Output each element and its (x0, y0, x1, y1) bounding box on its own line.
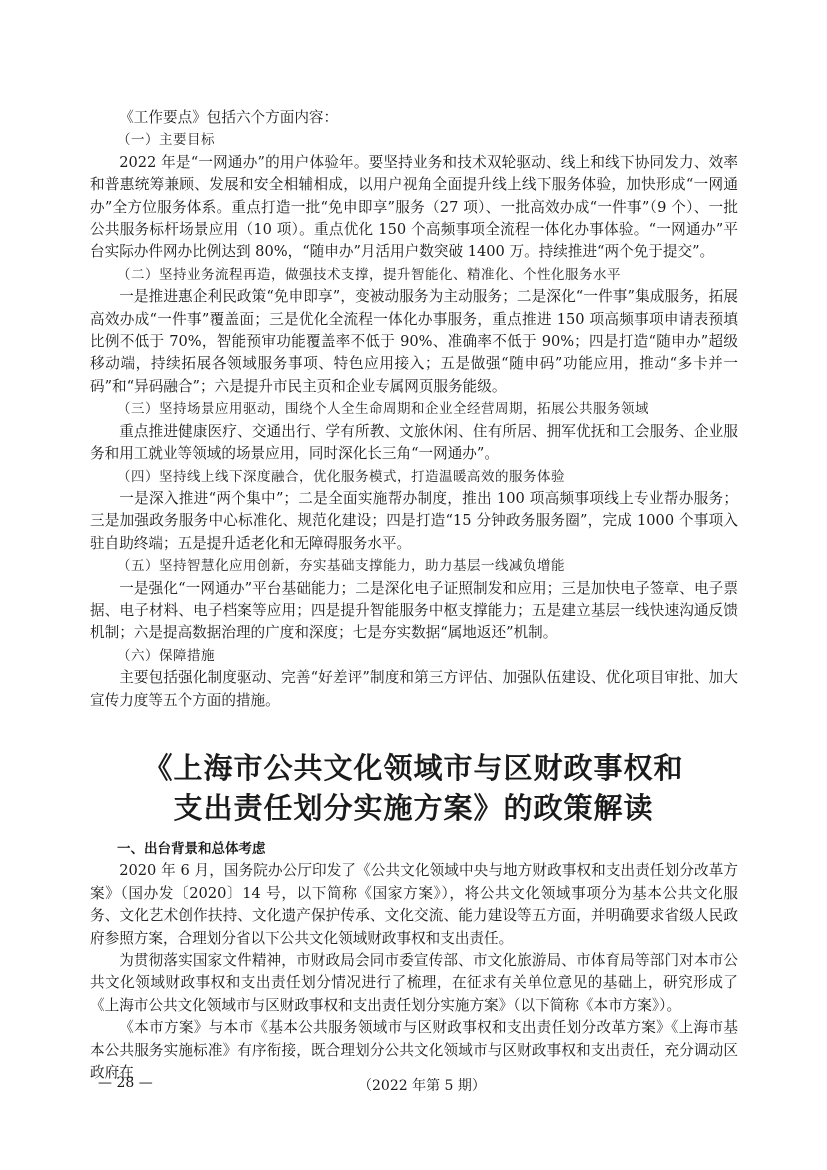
subheading-process: （二）坚持业务流程再造，做强技术支撑，提升智能化、精准化、个性化服务水平 (117, 266, 621, 283)
subheading-smart-innovation: （五）坚持智慧化应用创新，夯实基础支撑能力，助力基层一线减负增能 (117, 558, 565, 575)
body-paragraph: 2020 年 6 月，国务院办公厅印发了《公共文化领域中央与地方财政事权和支出责任划分改革方案》（国办发〔2020〕14 号，以下简称《国家方案》），将公共文化领域事项分为基本公共文化服务、文化艺术创作扶持、文化遗产保护传承、文化交流、能力建设等五方面，并明确要求省级人民政府参照方案，合理划分省以下公共文化领域财政事权和支出责任。 (90, 862, 738, 947)
body-paragraph: 为贯彻落实国家文件精神，市财政局会同市委宣传部、市文化旅游局、市体育局等部门对本市公共文化领域财政事权和支出责任划分情况进行了梳理，在征求有关单位意见的基础上，研究形成了《上海市公共文化领域市与区财政事权和支出责任划分实施方案》（以下简称《本市方案》）。 (90, 952, 738, 1014)
body-paragraph: 《本市方案》与本市《基本公共服务领域市与区财政事权和支出责任划分改革方案》《上海市基本公共服务实施标准》有序衔接，既合理划分公共文化领域市与区财政事权和支出责任，充分调动区政府在 (90, 1019, 738, 1082)
subheading-online-offline: （四）坚持线上线下深度融合，优化服务模式，打造温暖高效的服务体验 (117, 468, 565, 485)
body-paragraph: 一是强化“一网通办”平台基础能力；二是深化电子证照制发和应用；三是加快电子签章、电子票据、电子材料、电子档案等应用；四是提升智能服务中枢支撑能力；五是建立基层一线快速沟通反馈机制；六是提高数据治理的广度和深度；七是夯实数据“属地返还”机制。 (90, 579, 738, 642)
page-number: — 28 — (98, 1075, 153, 1091)
body-paragraph: 主要包括强化制度驱动、完善“好差评”制度和第三方评估、加强队伍建设、优化项目审批、加大宣传力度等五个方面的措施。 (90, 669, 738, 709)
intro-paragraph: 《工作要点》包括六个方面内容： (119, 109, 339, 126)
subheading-main-goals: （一）主要目标 (117, 132, 215, 149)
body-paragraph: 一是推进惠企利民政策“免申即享”，变被动服务为主动服务；二是深化“一件事”集成服务，拓展高效办成“一件事”覆盖面；三是优化全流程一体化办事服务，重点推进 150 项高频事项申请表预填比例不低于 70%，智能预审功能覆盖率不低于 90%、准确率不低于 90%；四是打造“随申办”超级移动端，持续拓展各领域服务事项、特色应用接入；五是做强“随申码”功能应用，推动“多卡并一码”和“异码融合”；六是提升市民主页和企业专属网页服务能级。 (90, 288, 738, 395)
subheading-safeguards: （六）保障措施 (117, 647, 215, 664)
article-title (0, 748, 827, 828)
subheading-scenarios: （三）坚持场景应用驱动，围绕个人全生命周期和企业全经营周期，拓展公共服务领域 (117, 401, 649, 418)
body-paragraph: 一是深入推进“两个集中”；二是全面实施帮办制度，推出 100 项高频事项线上专业帮办服务；三是加强政务服务中心标准化、规范化建设；四是打造“15 分钟政务服务圈”，完成 1000 个事项入驻自助终端；五是提升适老化和无障碍服务水平。 (90, 489, 738, 552)
section-heading: 一、出台背景和总体考虑 (117, 841, 266, 857)
issue-label: （2022 年第 5 期） (358, 1078, 486, 1094)
body-paragraph: 重点推进健康医疗、交通出行、学有所教、文旅休闲、住有所居、拥军优抚和工会服务、企业服务和用工就业等领域的场景应用，同时深化长三角“一网通办”。 (90, 422, 738, 463)
document-part-1 (90, 107, 738, 712)
article-title-line-2: 支出责任划分实施方案》的政策解读 (173, 791, 654, 825)
document-part-2 (90, 838, 738, 1084)
article-title-line-1: 《上海市公共文化领域市与区财政事权和 (143, 751, 684, 785)
body-paragraph: 2022 年是“一网通办”的用户体验年。要坚持业务和技术双轮驱动、线上和线下协同发力、效率和普惠统筹兼顾、发展和安全相辅相成，以用户视角全面提升线上线下服务体验，加快形成“一网通办”全方位服务体系。重点打造一批“免申即享”服务（27 项）、一批高效办成“一件事”（9 个）、一批公共服务标杆场景应用（10 项）。重点优化 150 个高频事项全流程一体化办事体验。“一网通办”平台实际办件网办比例达到 80%，“随申办”月活用户数突破 1400 万。持续推进“两个免于提交”。 (90, 153, 738, 261)
